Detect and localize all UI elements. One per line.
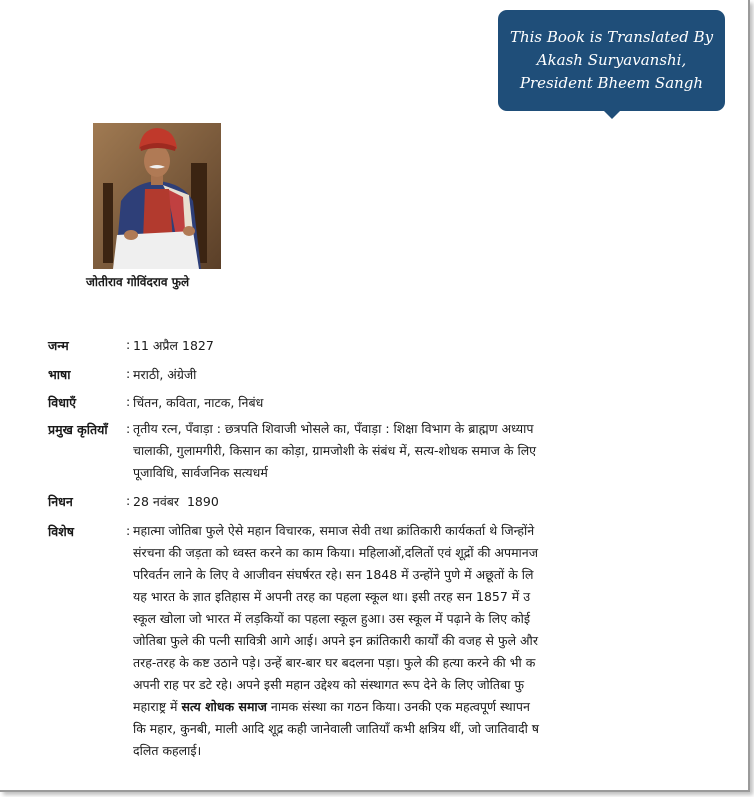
special-line: अपनी राह पर डटे रहे। अपने इसी महान उद्देश्य को संस्थागत रूप देने के लिए जोतिबा फु — [133, 677, 525, 692]
portrait-photo — [93, 123, 221, 269]
translator-callout — [498, 10, 725, 111]
colon: : — [126, 493, 131, 508]
death-value: 28 नवंबर 1890 — [133, 494, 219, 509]
colon: : — [126, 523, 131, 538]
portrait-caption: जोतीराव गोविंदराव फुले — [86, 275, 190, 289]
special-line-end: नामक संस्था का गठन किया। उनकी एक महत्वपूर्ण स्थापन — [266, 699, 530, 714]
works-line: तृतीय रत्न, पँवाड़ा : छत्रपति शिवाजी भोसले का, पँवाड़ा : शिक्षा विभाग के ब्राह्मण अध्याप — [133, 421, 534, 436]
special-line: जोतिबा फुले की पत्नी सावित्री आगे आई। अपने इन क्रांतिकारी कार्यों की वजह से फुले और — [133, 633, 538, 648]
works-line: पूजाविधि, सार्वजनिक सत्यधर्म — [133, 465, 268, 480]
birth-label: जन्म — [48, 338, 69, 353]
genres-value: चिंतन, कविता, नाटक, निबंध — [133, 395, 264, 410]
satya-shodhak-samaj-emphasis: सत्य शोधक समाज — [181, 699, 267, 714]
special-line: महात्मा जोतिबा फुले ऐसे महान विचारक, समाज सेवी तथा क्रांतिकारी कार्यकर्ता थे जिन्होंने — [133, 523, 535, 538]
special-line: यह भारत के ज्ञात इतिहास में अपनी तरह का पहला स्कूल था। इसी तरह सन 1857 में उ — [133, 589, 531, 604]
special-line: संरचना की जड़ता को ध्वस्त करने का काम किया। महिलाओं,दलितों एवं शूद्रों की अपमानज — [133, 545, 539, 560]
death-label: निधन — [48, 494, 73, 509]
special-line: परिवर्तन लाने के लिए वे आजीवन संघर्षरत रहे। सन 1848 में उन्होंने पुणे में अछूतों के लि — [133, 567, 534, 582]
callout-line-1: This Book is Translated By — [509, 28, 714, 46]
colon: : — [126, 366, 131, 381]
special-text — [133, 520, 613, 762]
callout-line-3: President Bheem Sangh — [519, 74, 704, 92]
callout-line-2: Akash Suryavanshi, — [536, 51, 687, 69]
special-line: तरह-तरह के कष्ट उठाने पड़े। उन्हें बार-बार घर बदलना पड़ा। फुले की हत्या करने की भी क — [133, 655, 536, 670]
birth-value: 11 अप्रैल 1827 — [133, 338, 214, 353]
special-label: विशेष — [48, 524, 74, 539]
colon: : — [126, 337, 131, 352]
colon: : — [126, 421, 131, 436]
works-line: चालाकी, गुलामगीरी, किसान का कोड़ा, ग्रामजोशी के संबंध में, सत्य-शोधक समाज के लिए — [133, 443, 537, 458]
works-text — [133, 418, 613, 484]
special-line — [133, 696, 613, 718]
genres-label: विधाएँ — [48, 395, 77, 410]
language-value: मराठी, अंग्रेजी — [133, 367, 197, 382]
special-line: दलित कहलाई। — [133, 743, 202, 758]
special-line-start: महाराष्ट्र में — [133, 699, 182, 714]
callout-tail — [603, 110, 621, 119]
special-line: कि महार, कुनबी, माली आदि शूद्र कही जानेवाली जातियाँ कभी क्षत्रिय थीं, जो जातिवादी ष — [133, 721, 540, 736]
colon: : — [126, 394, 131, 409]
special-line: स्कूल खोला जो भारत में लड़कियों का पहला स्कूल हुआ। उस स्कूल में पढ़ाने के लिए कोई — [133, 611, 531, 626]
works-label: प्रमुख कृतियाँ — [48, 422, 108, 437]
language-label: भाषा — [48, 367, 71, 382]
